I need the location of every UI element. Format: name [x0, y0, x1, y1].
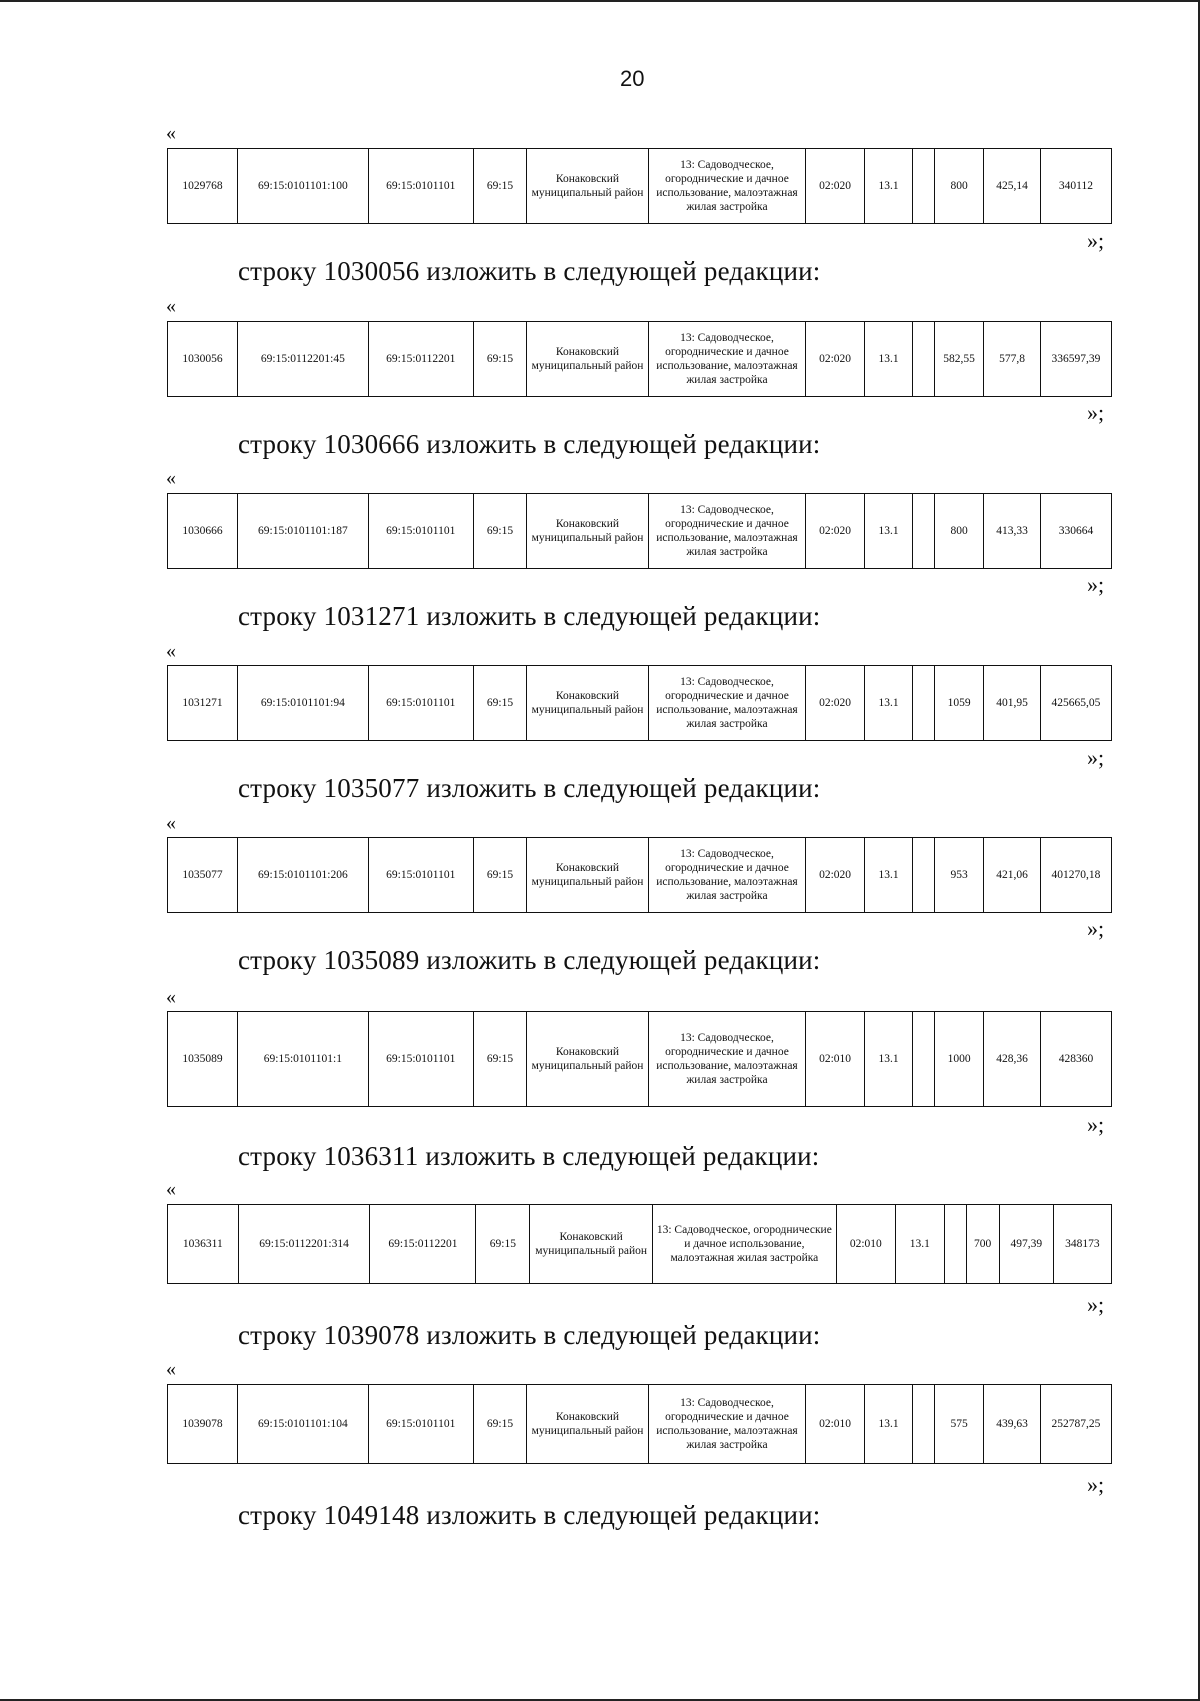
cell-empty [913, 494, 935, 569]
cell-group: 13.1 [864, 149, 912, 224]
cell-land-use: 13: Садоводческое, огороднические и дачное использование, малоэтажная жилая застройка [648, 149, 806, 224]
cell-cadastral-value: 340112 [1040, 149, 1111, 224]
cell-specific-value: 577,8 [984, 322, 1041, 397]
cell-row-id: 1031271 [168, 666, 238, 741]
cell-cadastral-value: 425665,05 [1040, 666, 1111, 741]
cell-area: 800 [934, 494, 983, 569]
cell-empty [944, 1205, 966, 1284]
cell-land-use: 13: Садоводческое, огороднические и дачное использование, малоэтажная жилая застройка [648, 322, 806, 397]
cell-row-id: 1036311 [168, 1205, 239, 1284]
cell-empty [913, 322, 935, 397]
cell-district: Конаковский муниципальный район [527, 149, 648, 224]
cell-district: Конаковский муниципальный район [527, 1012, 648, 1107]
cell-cadastral-quarter: 69:15:0101101 [368, 838, 473, 913]
cell-district: Конаковский муниципальный район [527, 322, 648, 397]
cell-group: 13.1 [864, 1385, 912, 1464]
cell-region-code: 69:15 [473, 666, 527, 741]
cell-specific-value: 401,95 [984, 666, 1041, 741]
register-row-table [167, 321, 1112, 397]
cell-specific-value: 439,63 [984, 1385, 1041, 1464]
cell-region-code: 69:15 [473, 1012, 527, 1107]
open-quote: « [166, 295, 176, 317]
cell-region-code: 69:15 [473, 838, 527, 913]
cell-land-use: 13: Садоводческое, огороднические и дачное использование, малоэтажная жилая застройка [648, 1012, 806, 1107]
cell-group: 13.1 [895, 1205, 944, 1284]
close-quote: »; [1087, 1112, 1105, 1137]
cell-district: Конаковский муниципальный район [530, 1205, 653, 1284]
cell-area: 1000 [934, 1012, 983, 1107]
cell-row-id: 1039078 [168, 1385, 238, 1464]
cell-segment-code: 02:020 [806, 494, 865, 569]
cell-cadastral-number: 69:15:0112201:45 [238, 322, 369, 397]
cell-group: 13.1 [864, 838, 912, 913]
cell-group: 13.1 [864, 494, 912, 569]
cell-region-code: 69:15 [473, 494, 527, 569]
cell-cadastral-number: 69:15:0101101:1 [238, 1012, 369, 1107]
register-row-table [167, 665, 1112, 741]
cell-cadastral-value: 348173 [1053, 1205, 1111, 1284]
open-quote: « [166, 640, 176, 662]
cell-district: Конаковский муниципальный район [527, 1385, 648, 1464]
cell-cadastral-number: 69:15:0101101:206 [238, 838, 369, 913]
amendment-instruction: строку 1030056 изложить в следующей редакции: [238, 256, 821, 286]
close-quote: »; [1087, 228, 1105, 253]
register-row-table [167, 1384, 1112, 1464]
cell-row-id: 1029768 [168, 149, 238, 224]
open-quote: « [166, 986, 176, 1008]
cell-region-code: 69:15 [473, 1385, 527, 1464]
cell-cadastral-quarter: 69:15:0101101 [368, 666, 473, 741]
cell-land-use: 13: Садоводческое, огороднические и дачное использование, малоэтажная жилая застройка [648, 1385, 806, 1464]
close-quote: »; [1087, 745, 1105, 770]
cell-cadastral-quarter: 69:15:0101101 [368, 494, 473, 569]
cell-row-id: 1035077 [168, 838, 238, 913]
amendment-instruction: строку 1035077 изложить в следующей редакции: [238, 773, 821, 803]
cell-land-use: 13: Садоводческое, огороднические и дачное использование, малоэтажная жилая застройка [652, 1205, 836, 1284]
cell-segment-code: 02:010 [806, 1012, 865, 1107]
cell-land-use: 13: Садоводческое, огороднические и дачное использование, малоэтажная жилая застройка [648, 838, 806, 913]
cell-group: 13.1 [864, 1012, 912, 1107]
cell-cadastral-value: 330664 [1040, 494, 1111, 569]
cell-cadastral-value: 252787,25 [1040, 1385, 1111, 1464]
cell-empty [913, 1385, 935, 1464]
cell-segment-code: 02:020 [806, 149, 865, 224]
cell-area: 800 [934, 149, 983, 224]
cell-empty [913, 1012, 935, 1107]
cell-specific-value: 425,14 [984, 149, 1041, 224]
cell-segment-code: 02:010 [806, 1385, 865, 1464]
table-row [168, 1205, 1112, 1284]
close-quote: »; [1087, 1292, 1105, 1317]
close-quote: »; [1087, 1472, 1105, 1497]
cell-specific-value: 413,33 [984, 494, 1041, 569]
cell-cadastral-number: 69:15:0101101:100 [238, 149, 369, 224]
cell-empty [913, 666, 935, 741]
cell-specific-value: 421,06 [984, 838, 1041, 913]
cell-cadastral-value: 336597,39 [1040, 322, 1111, 397]
table-row [168, 838, 1112, 913]
cell-region-code: 69:15 [473, 322, 527, 397]
close-quote: »; [1087, 400, 1105, 425]
cell-cadastral-number: 69:15:0101101:104 [238, 1385, 369, 1464]
cell-segment-code: 02:020 [806, 322, 865, 397]
cell-cadastral-quarter: 69:15:0112201 [370, 1205, 476, 1284]
cell-cadastral-number: 69:15:0101101:94 [238, 666, 369, 741]
close-quote: »; [1087, 572, 1105, 597]
cell-cadastral-quarter: 69:15:0101101 [368, 1385, 473, 1464]
amendment-instruction: строку 1039078 изложить в следующей редакции: [238, 1320, 821, 1350]
cell-cadastral-quarter: 69:15:0112201 [368, 322, 473, 397]
amendment-instruction: строку 1049148 изложить в следующей редакции: [238, 1500, 821, 1530]
cell-group: 13.1 [864, 322, 912, 397]
cell-specific-value: 497,39 [999, 1205, 1053, 1284]
cell-row-id: 1035089 [168, 1012, 238, 1107]
open-quote: « [166, 467, 176, 489]
table-row [168, 494, 1112, 569]
cell-land-use: 13: Садоводческое, огороднические и дачное использование, малоэтажная жилая застройка [648, 666, 806, 741]
open-quote: « [166, 812, 176, 834]
cell-row-id: 1030056 [168, 322, 238, 397]
cell-district: Конаковский муниципальный район [527, 494, 648, 569]
cell-cadastral-number: 69:15:0101101:187 [238, 494, 369, 569]
register-row-table [167, 1011, 1112, 1107]
cell-cadastral-quarter: 69:15:0101101 [368, 149, 473, 224]
page-number: 20 [620, 66, 645, 91]
cell-empty [913, 149, 935, 224]
open-quote: « [166, 122, 176, 144]
cell-cadastral-quarter: 69:15:0101101 [368, 1012, 473, 1107]
amendment-instruction: строку 1036311 изложить в следующей редакции: [238, 1141, 820, 1171]
open-quote: « [166, 1358, 176, 1380]
page-edge-top [0, 0, 1200, 2]
cell-district: Конаковский муниципальный район [527, 838, 648, 913]
cell-land-use: 13: Садоводческое, огороднические и дачное использование, малоэтажная жилая застройка [648, 494, 806, 569]
cell-area: 582,55 [934, 322, 983, 397]
cell-district: Конаковский муниципальный район [527, 666, 648, 741]
cell-cadastral-value: 428360 [1040, 1012, 1111, 1107]
cell-cadastral-value: 401270,18 [1040, 838, 1111, 913]
cell-row-id: 1030666 [168, 494, 238, 569]
cell-cadastral-number: 69:15:0112201:314 [238, 1205, 370, 1284]
cell-segment-code: 02:010 [836, 1205, 895, 1284]
amendment-instruction: строку 1030666 изложить в следующей редакции: [238, 429, 821, 459]
amendment-instruction: строку 1035089 изложить в следующей редакции: [238, 945, 821, 975]
cell-region-code: 69:15 [476, 1205, 530, 1284]
register-row-table [167, 493, 1112, 569]
table-row [168, 1012, 1112, 1107]
cell-area: 1059 [934, 666, 983, 741]
cell-area: 700 [966, 1205, 999, 1284]
register-row-table [167, 1204, 1112, 1284]
table-row [168, 322, 1112, 397]
register-row-table [167, 148, 1112, 224]
register-row-table [167, 837, 1112, 913]
table-row [168, 149, 1112, 224]
amendment-instruction: строку 1031271 изложить в следующей редакции: [238, 601, 821, 631]
cell-area: 953 [934, 838, 983, 913]
cell-area: 575 [934, 1385, 983, 1464]
table-row [168, 666, 1112, 741]
cell-group: 13.1 [864, 666, 912, 741]
cell-segment-code: 02:020 [806, 666, 865, 741]
open-quote: « [166, 1178, 176, 1200]
table-row [168, 1385, 1112, 1464]
cell-specific-value: 428,36 [984, 1012, 1041, 1107]
close-quote: »; [1087, 916, 1105, 941]
cell-region-code: 69:15 [473, 149, 527, 224]
cell-empty [913, 838, 935, 913]
cell-segment-code: 02:020 [806, 838, 865, 913]
